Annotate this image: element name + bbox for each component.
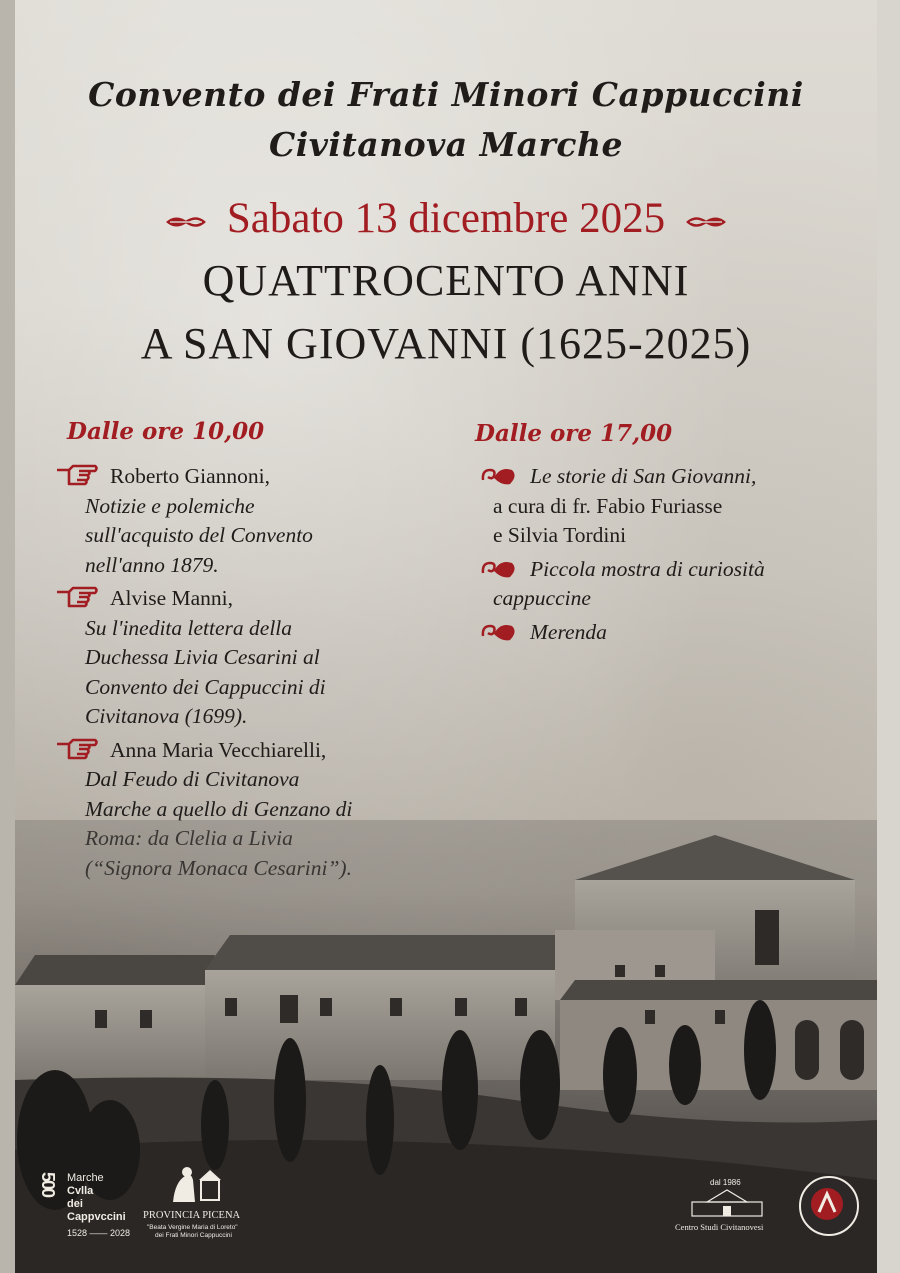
right-border [877, 0, 900, 1273]
activity-title: Piccola mostra di curiosità [530, 556, 765, 581]
activity-detail: a cura di fr. Fabio Furiasse [493, 493, 723, 518]
fleuron-icon [480, 620, 518, 644]
logo-line: Cappvccini [67, 1211, 126, 1223]
morning-heading: Dalle ore 10,00 [67, 418, 265, 445]
activity-detail: e Silvia Tordini [493, 523, 627, 547]
speaker-name: Roberto Giannoni, [110, 464, 271, 488]
logo-line: Cvlla [67, 1185, 94, 1197]
pointing-hand-icon [55, 738, 99, 762]
talk-title-line: Roma: da Clelia a Livia [85, 826, 293, 850]
speaker-name: Alvise Manni, [110, 586, 234, 610]
afternoon-program [465, 462, 865, 651]
talk-title-line: Dal Feudo di Civitanova [85, 767, 300, 791]
event-title-line1: QUATTROCENTO ANNI [202, 256, 690, 305]
provincia-name: PROVINCIA PICENA [143, 1210, 241, 1221]
event-date: Sabato 13 dicembre 2025 [226, 195, 666, 242]
speaker-name: Anna Maria Vecchiarelli, [110, 737, 327, 762]
convent-name: Convento dei Frati Minori Cappuccini [88, 75, 804, 114]
logo-years: 1528 —— 2028 [67, 1228, 131, 1238]
archeoclub-logo [799, 1176, 859, 1236]
talk-title-line: sull'acquisto del Convento [85, 523, 313, 547]
provincia-sub: dei Frati Minori Cappuccini [155, 1232, 232, 1239]
talk-title-line: Civitanova (1699). [85, 704, 248, 728]
convent-location: Civitanova Marche [268, 125, 624, 164]
ornament-right-icon [686, 211, 728, 233]
talk-title-line: Convento dei Cappuccini di [85, 674, 326, 699]
logo-number: 500 [38, 1172, 58, 1197]
building-icon [687, 1188, 767, 1218]
activity-detail: cappuccine [493, 586, 591, 610]
provincia-picena-logo [143, 1160, 253, 1250]
logo-line: dei [67, 1198, 83, 1210]
activity-title: Merenda [530, 619, 607, 644]
talk-title-line: (“Signora Monaca Cesarini”). [85, 855, 352, 880]
talk-title-line: nell'anno 1879. [85, 552, 219, 577]
list-item [465, 618, 865, 648]
centro-name: Centro Studi Civitanovesi [675, 1222, 764, 1232]
talk-title-line: Marche a quello di Genzano di [85, 796, 353, 821]
centro-since: dal 1986 [710, 1178, 741, 1187]
sponsor-logos [15, 1160, 877, 1260]
friar-emblem-icon [165, 1162, 225, 1207]
poster [15, 0, 877, 1273]
pointing-hand-icon [55, 464, 99, 488]
list-item [465, 462, 865, 551]
logo-line: Marche [67, 1172, 104, 1184]
provincia-sub: "Beata Vergine Maria di Loreto" [147, 1224, 238, 1231]
fleuron-icon [480, 464, 518, 488]
event-title-line2: A SAN GIOVANNI (1625-2025) [140, 319, 752, 368]
talk-title-line: Notizie e polemiche [85, 493, 255, 518]
centro-studi-logo [675, 1178, 785, 1248]
event-date-row [15, 194, 877, 243]
afternoon-heading: Dalle ore 17,00 [475, 420, 673, 447]
left-border [0, 0, 15, 1273]
talk-title-line: Duchessa Livia Cesarini al [85, 645, 320, 669]
cappuccini-500-logo [37, 1172, 147, 1252]
fleuron-icon [480, 557, 518, 581]
list-item [55, 584, 445, 732]
talk-title-line: Su l'inedita lettera della [85, 615, 293, 640]
pointing-hand-icon [55, 586, 99, 610]
ornament-left-icon [164, 211, 206, 233]
activity-title: Le storie di San Giovanni, [530, 464, 757, 488]
list-item [465, 555, 865, 614]
list-item [55, 462, 445, 580]
archeoclub-emblem-icon [799, 1176, 855, 1232]
